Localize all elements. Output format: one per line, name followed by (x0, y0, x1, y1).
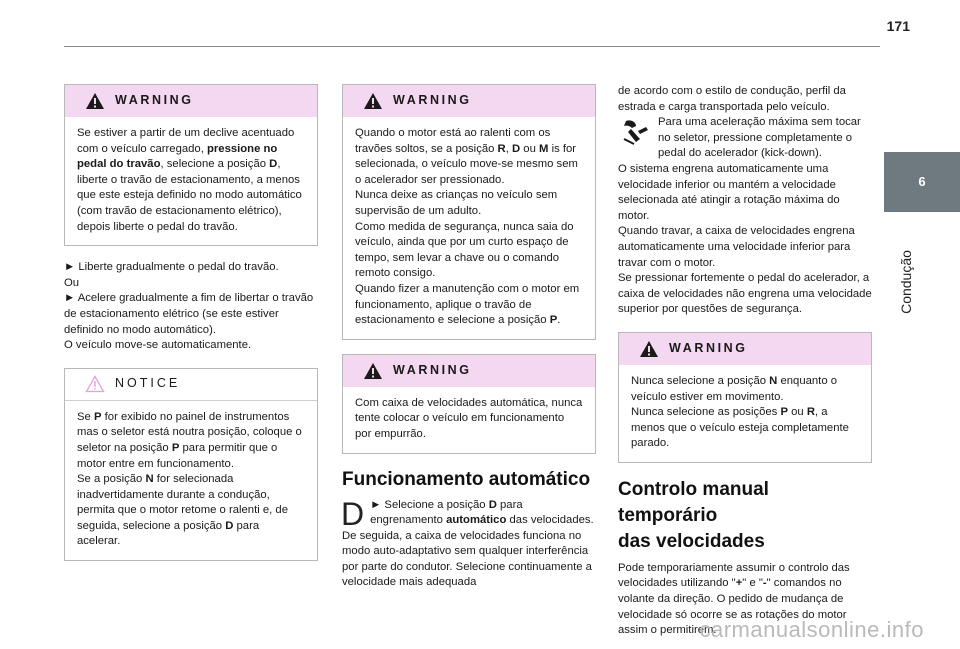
notice-text: para permitir que o motor entre em funcionamento. (77, 441, 278, 470)
warning-text: Quando o motor está ao ralenti com os travões soltos, se a posição (355, 127, 551, 155)
warning-bold: pressione no pedal do travão (77, 142, 278, 171)
body-text: ► Selecione a posição (370, 498, 489, 511)
body-text: Para uma aceleração máxima sem tocar no seletor, pressione completamente o pedal do acelerador (kick-down). (658, 116, 861, 160)
notice-triangle-icon (85, 375, 105, 393)
notice-text: Se (77, 410, 94, 423)
warning-text: , (505, 142, 512, 155)
watermark: carmanualsonline.info (699, 617, 924, 642)
notice-title: NOTICE (115, 376, 181, 391)
warning-title: WARNING (393, 93, 472, 108)
body-paragraph: de acordo com o estilo de condução, perfil da estrada e carga transportada pelo veículo. (618, 85, 846, 113)
warning-title: WARNING (393, 362, 472, 377)
warning-paragraph: Nunca deixe as crianças no veículo sem supervisão de um adulto. (355, 189, 558, 217)
step-line: ► Liberte gradualmente o pedal do travão. (64, 261, 279, 274)
warning-bold: D (269, 158, 278, 171)
warning-text: enquanto o veículo estiver em movimento. (631, 374, 838, 403)
warning-body (65, 117, 317, 245)
warning-text: . (557, 314, 561, 327)
warning-text: ou (520, 142, 540, 155)
warning-box-2 (342, 84, 596, 340)
step-line: Ou (64, 276, 80, 289)
notice-text: Se a posição (77, 473, 146, 486)
warning-title: WARNING (669, 341, 748, 356)
notice-paragraph (77, 410, 305, 472)
warning-box-header (619, 333, 871, 365)
body-text: Pode temporariamente assumir o controlo das velocidades utilizando " (618, 561, 850, 590)
notice-bold: D (225, 519, 234, 532)
warning-bold: D (512, 142, 521, 155)
warning-triangle-icon (363, 92, 383, 110)
warning-text: Nunca selecione a posição (631, 374, 770, 387)
warning-triangle-icon (363, 362, 383, 380)
section-heading-line: Controlo manual temporário (618, 478, 769, 526)
step-line: ► Acelere gradualmente a fim de libertar o travão de estacionamento elétrico (se este estiver definido no modo automático). (64, 292, 314, 336)
body-paragraph: O sistema engrena automaticamente uma velocidade inferior ou mantém a velocidade selecionada até atingir a rotação máxima do motor. (618, 162, 840, 222)
warning-paragraph: Como medida de segurança, nunca saia do veículo, ainda que por um curto espaço de tempo, sem levar a chave ou o comando remoto consigo. (355, 220, 574, 280)
body-bold: D (488, 498, 497, 511)
kickdown-paragraph (618, 115, 872, 162)
notice-body (65, 401, 317, 560)
warning-triangle-icon (85, 92, 105, 110)
warning-paragraph (355, 126, 583, 188)
warning-text: ou (788, 406, 807, 419)
warning-bold: P (780, 406, 789, 419)
notice-text: para acelerar. (77, 519, 260, 548)
warning-body (343, 117, 595, 339)
warning-box-1 (64, 84, 318, 246)
notice-bold: N (145, 473, 154, 486)
warning-paragraph (631, 405, 859, 452)
kickdown-pedal-icon (618, 117, 652, 147)
page-number: 171 (886, 18, 910, 34)
warning-text: , liberte o travão de estacionamento, a menos que este esteja definido no modo automático (com travão de estacionamento elétrico), depois liberte o pedal do travão. (77, 158, 302, 233)
warning-bold: R (806, 406, 816, 419)
warning-box-4 (618, 332, 872, 463)
warning-text: , a menos que o veículo esteja completamente parado. (631, 406, 849, 450)
chapter-tab[interactable]: 6 (884, 152, 960, 212)
column-1 (64, 84, 318, 575)
section-heading-automatic: Funcionamento automático (342, 468, 591, 490)
notice-paragraph (77, 472, 305, 550)
column-2 (342, 84, 596, 591)
chapter-label: Condução (898, 250, 914, 314)
notice-text: for exibido no painel de instrumentos mas o seletor está noutra posição, coloque o seletor na posição (77, 410, 302, 454)
body-bold: - (762, 577, 767, 590)
header-rule (64, 46, 880, 47)
warning-body: Com caixa de velocidades automática, nunca tente colocar o veículo em funcionamento por empurrão. (355, 396, 583, 440)
warning-bold: P (549, 314, 558, 327)
warning-paragraph (355, 282, 583, 329)
notice-text: for selecionada inadvertidamente durante a condução, permita que o motor retome o ralenti e, de seguida, selecione a posição (77, 473, 288, 532)
warning-text: Nunca selecione as posições (631, 406, 781, 419)
column-3 (618, 84, 872, 639)
warning-body (619, 365, 871, 462)
warning-text: , selecione a posição (160, 158, 270, 171)
step-line: O veículo move-se automaticamente. (64, 339, 252, 352)
body-text: para engrenamento (370, 498, 523, 527)
release-steps (64, 260, 318, 354)
warning-bold: R (497, 142, 506, 155)
section-heading-manual (618, 477, 872, 555)
warning-bold: N (769, 374, 778, 387)
body-bold: + (735, 577, 743, 590)
body-text: " e " (742, 577, 763, 590)
notice-box (64, 368, 318, 561)
notice-bold: P (171, 441, 180, 454)
warning-title: WARNING (115, 93, 194, 108)
warning-triangle-icon (639, 340, 659, 358)
body-paragraph: De seguida, a caixa de velocidades funciona no modo auto-adaptativo sem qualquer interferência por parte do condutor. Selecione continuamente a velocidade mais adequada (342, 529, 592, 589)
warning-box-header (343, 85, 595, 117)
warning-box-header (343, 355, 595, 387)
warning-text: Quando fizer a manutenção com o motor em funcionamento, aplique o travão de estacionamento e selecione a posição (355, 282, 580, 327)
warning-paragraph (631, 374, 859, 405)
body-paragraph: Quando travar, a caixa de velocidades engrena automaticamente uma velocidade inferior para travar com o motor. (618, 225, 855, 269)
body-text: das velocidades. (506, 514, 594, 527)
section-heading-line: das velocidades (618, 530, 765, 552)
warning-text: Se estiver a partir de um declive acentuado com o veículo carregado, (77, 127, 295, 155)
body-paragraph: Se pressionar fortemente o pedal do acelerador, a caixa de velocidades não engrena uma velocidade superior por questões de segurança. (618, 272, 872, 316)
warning-text: is for selecionada, o veículo move-se mesmo sem o acelerador ser pressionado. (355, 142, 578, 186)
body-text: " comandos no volante da direção. O pedido de mudança de velocidade só ocorre se as rotações do motor assim o permitirem. (618, 577, 847, 637)
dropcap-letter: D (341, 495, 365, 532)
warning-box-3 (342, 354, 596, 454)
warning-bold: M (539, 142, 549, 155)
notice-box-header (65, 369, 317, 401)
notice-bold: P (93, 410, 102, 423)
warning-box-header (65, 85, 317, 117)
automatic-body (341, 495, 596, 592)
body-bold: automático (446, 514, 507, 527)
